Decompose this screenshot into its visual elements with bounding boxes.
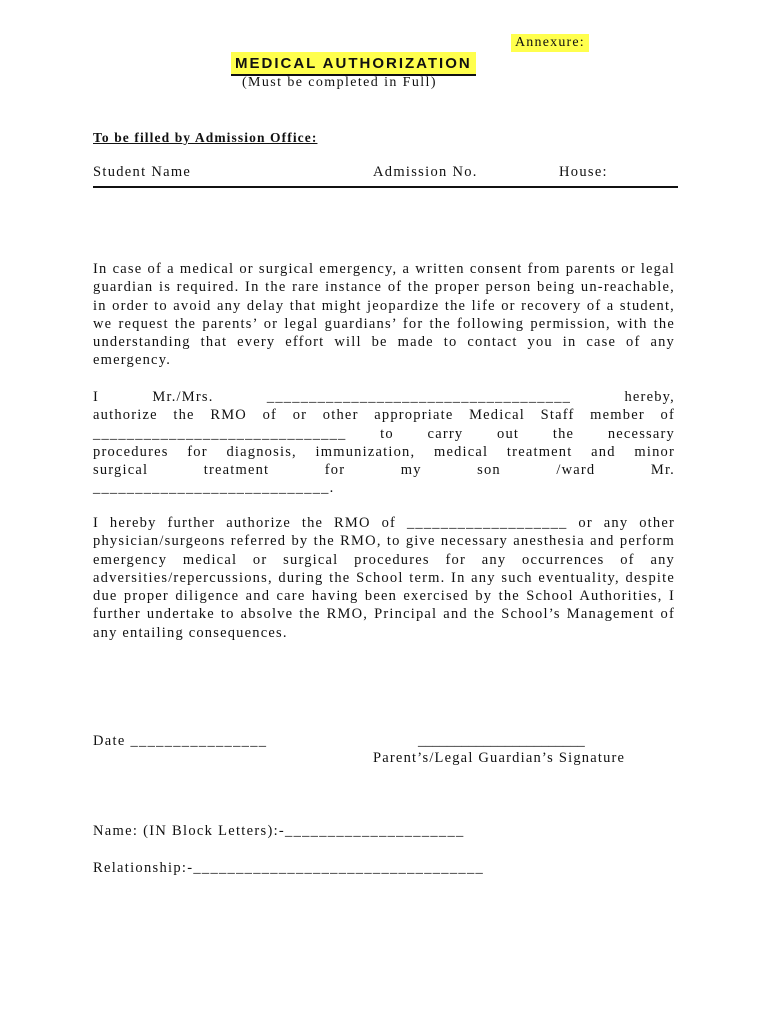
authorization-line: I Mr./Mrs. ____________________________________ hereby, xyxy=(93,389,675,405)
admission-no-label: Admission No. xyxy=(373,164,478,180)
relationship-field: Relationship:-__________________________________ xyxy=(93,860,485,876)
authorization-line: ____________________________. xyxy=(93,480,335,497)
admission-office-heading: To be filled by Admission Office: xyxy=(93,130,318,145)
consent-paragraph: In case of a medical or surgical emergency, a written consent from parents or legal guardian is required. In the rare instance of the proper person being un-reachable, in order to avoid any delay that might jeopardize the life or recovery of a student, we request the parents’ or legal guardians’ for the following permission, with the understanding that every effort will be made to contact you in case of any emergency. xyxy=(93,261,675,369)
authorization-line: procedures for diagnosis, immunization, medical treatment and minor xyxy=(93,443,675,460)
further-authorization-paragraph: I hereby further authorize the RMO of ___________________ or any other physician/surgeons referred by the RMO, to give necessary anesthesia and perform emergency medical or surgical procedures for any occurrences of any adversities/repercussions, during the School term. In any such eventuality, despite due proper diligence and care having been exercised by the School Authorities, I further undertake to absolve the RMO, Principal and the School’s Management of any entailing consequences. xyxy=(93,515,675,641)
date-field: Date ________________ xyxy=(93,733,268,749)
document-title: MEDICAL AUTHORIZATION xyxy=(231,52,476,76)
signature-label: Parent’s/Legal Guardian’s Signature xyxy=(373,750,626,766)
student-name-label: Student Name xyxy=(93,164,192,180)
authorization-paragraph xyxy=(93,388,675,498)
authorization-line: ______________________________ to carry out the necessary xyxy=(93,425,675,442)
house-label: House: xyxy=(559,164,608,180)
admission-fields-row xyxy=(93,164,678,188)
name-block-letters-field: Name: (IN Block Letters):-_____________________ xyxy=(93,823,465,839)
document-subtitle: (Must be completed in Full) xyxy=(242,75,437,90)
authorization-line: authorize the RMO of or other appropriate Medical Staff member of xyxy=(93,407,675,424)
authorization-line: surgical treatment for my son /ward Mr. xyxy=(93,462,675,479)
signature-line: _______________________ xyxy=(418,733,585,749)
annexure-label: Annexure: xyxy=(511,34,589,52)
